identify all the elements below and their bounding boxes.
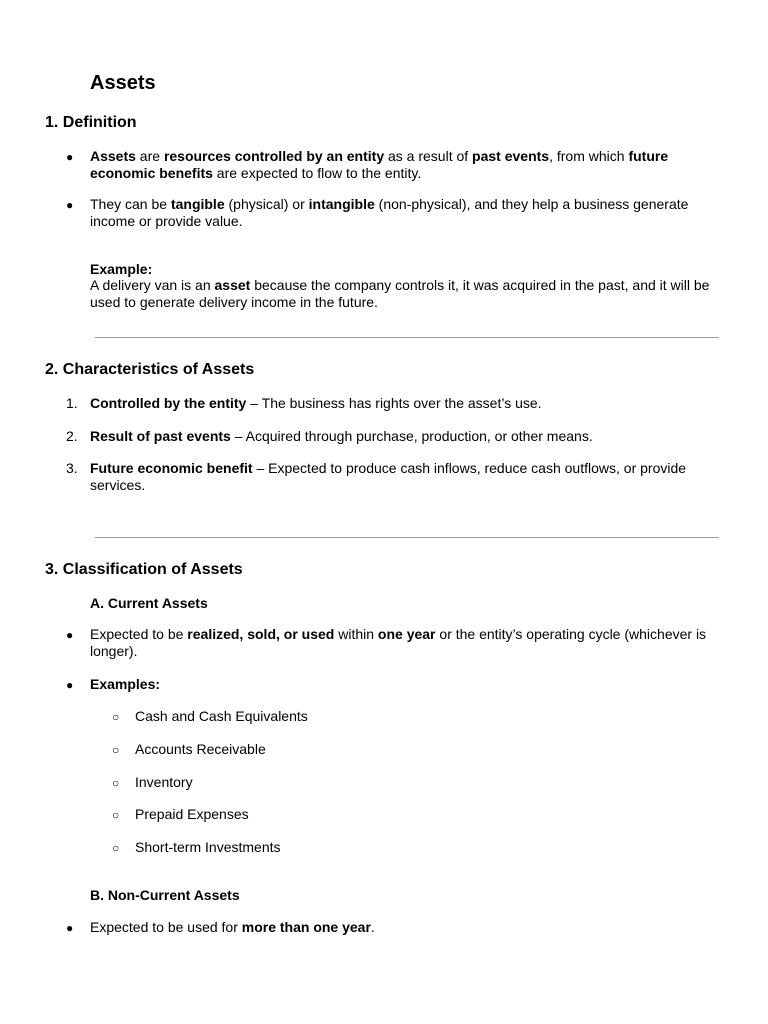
example-list-item: Inventory <box>135 774 193 790</box>
example-list-item: Accounts Receivable <box>135 741 266 757</box>
examples-label: Examples: <box>90 676 161 692</box>
horizontal-divider <box>95 537 719 538</box>
sub-bullet-icon: ○ <box>112 841 120 855</box>
bullet-icon: ● <box>66 198 74 212</box>
characteristic-item: Result of past events – Acquired through purchase, production, or other means. <box>90 428 593 444</box>
sub-bullet-icon: ○ <box>112 808 120 822</box>
characteristic-item: Future economic benefit – Expected to produce cash inflows, reduce cash outflows, or provide services. <box>90 460 687 493</box>
horizontal-divider <box>95 337 719 338</box>
characteristic-item: Controlled by the entity – The business has rights over the asset’s use. <box>90 395 542 411</box>
section-heading-definition: 1. Definition <box>45 114 137 131</box>
sub-bullet-icon: ○ <box>112 776 120 790</box>
section-heading-characteristics: 2. Characteristics of Assets <box>45 361 255 378</box>
section-heading-classification: 3. Classification of Assets <box>45 561 243 578</box>
sub-bullet-icon: ○ <box>112 710 120 724</box>
definition-bullet-1: Assets are resources controlled by an entity as a result of past events, from which future economic benefits are expected to flow to the entity. <box>90 148 669 181</box>
example-list-item: Cash and Cash Equivalents <box>135 708 308 724</box>
current-assets-bullet-1: Expected to be realized, sold, or used within one year or the entity’s operating cycle (whichever is longer). <box>90 626 707 659</box>
document-title: Assets <box>90 72 156 94</box>
subsection-heading-current-assets: A. Current Assets <box>90 595 208 611</box>
bullet-icon: ● <box>66 678 74 692</box>
example-text: A delivery van is an asset because the company controls it, it was acquired in the past, and it will be used to generate delivery income in the future. <box>90 277 710 310</box>
list-number: 3. <box>66 460 78 476</box>
definition-bullet-2: They can be tangible (physical) or intangible (non-physical), and they help a business generate income or provide value. <box>90 196 689 229</box>
sub-bullet-icon: ○ <box>112 743 120 757</box>
subsection-heading-non-current-assets: B. Non-Current Assets <box>90 887 240 903</box>
bullet-icon: ● <box>66 628 74 642</box>
example-list-item: Prepaid Expenses <box>135 806 249 822</box>
non-current-assets-bullet-1: Expected to be used for more than one year. <box>90 919 375 935</box>
list-number: 1. <box>66 395 78 411</box>
bullet-icon: ● <box>66 150 74 164</box>
example-label: Example: <box>90 261 153 277</box>
list-number: 2. <box>66 428 78 444</box>
bullet-icon: ● <box>66 921 74 935</box>
example-list-item: Short-term Investments <box>135 839 281 855</box>
